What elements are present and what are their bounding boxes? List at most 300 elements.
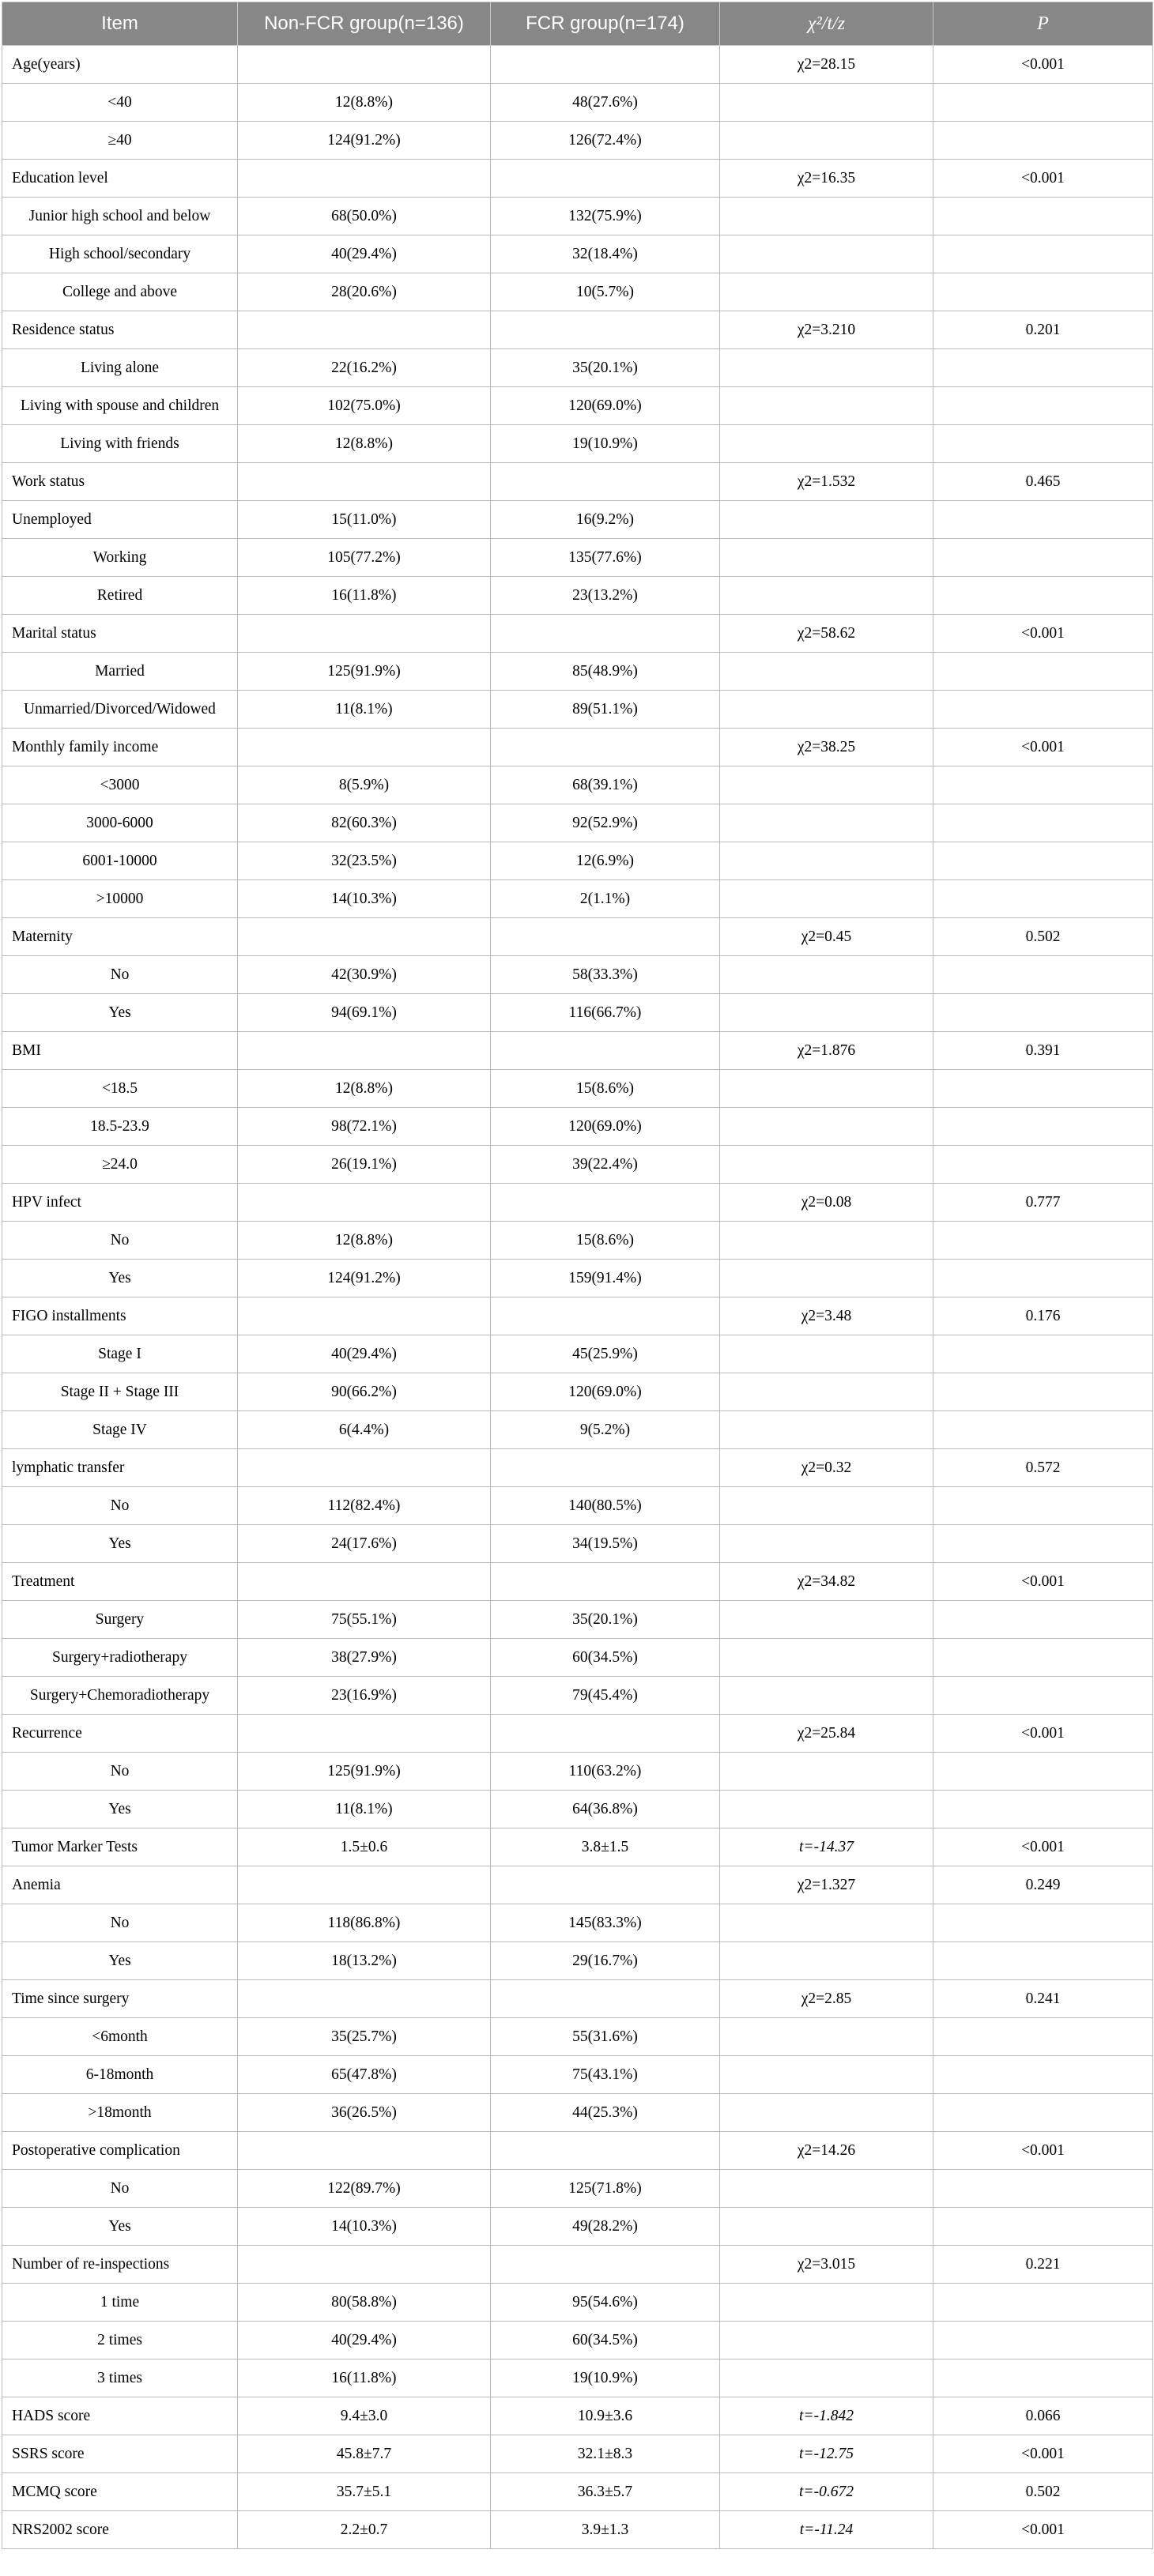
cell-p xyxy=(933,349,1153,387)
cell-item: 3000-6000 xyxy=(2,804,238,842)
cell-item: Marital status xyxy=(2,615,238,653)
cell-stat: χ2=3.210 xyxy=(720,311,933,349)
cell-non-fcr: 65(47.8%) xyxy=(238,2056,491,2094)
header-row xyxy=(2,2,1153,46)
cell-fcr: 9(5.2%) xyxy=(491,1411,720,1449)
cell-item: NRS2002 score xyxy=(2,2511,238,2549)
cell-stat xyxy=(720,2284,933,2322)
cell-p xyxy=(933,804,1153,842)
cell-item: Tumor Marker Tests xyxy=(2,1828,238,1866)
table-row xyxy=(2,2511,1153,2549)
cell-stat: t=-11.24 xyxy=(720,2511,933,2549)
cell-item: Time since surgery xyxy=(2,1980,238,2018)
table-row xyxy=(2,2473,1153,2511)
cell-stat xyxy=(720,1146,933,1184)
cell-stat xyxy=(720,1411,933,1449)
cell-fcr: 58(33.3%) xyxy=(491,956,720,994)
table-row xyxy=(2,1373,1153,1411)
cell-fcr xyxy=(491,1980,720,2018)
cell-p xyxy=(933,956,1153,994)
cell-item: No xyxy=(2,956,238,994)
cell-p: <0.001 xyxy=(933,1563,1153,1601)
cell-non-fcr xyxy=(238,1184,491,1222)
table-row xyxy=(2,501,1153,539)
table-row xyxy=(2,1866,1153,1904)
cell-item: Unemployed xyxy=(2,501,238,539)
cell-fcr xyxy=(491,615,720,653)
cell-fcr: 12(6.9%) xyxy=(491,842,720,880)
table-row xyxy=(2,2170,1153,2208)
table-row xyxy=(2,1942,1153,1980)
cell-non-fcr: 14(10.3%) xyxy=(238,880,491,918)
cell-stat xyxy=(720,501,933,539)
cell-p xyxy=(933,653,1153,691)
cell-p: 0.249 xyxy=(933,1866,1153,1904)
cell-non-fcr: 112(82.4%) xyxy=(238,1487,491,1525)
cell-item: High school/secondary xyxy=(2,235,238,273)
table-row xyxy=(2,1184,1153,1222)
cell-stat xyxy=(720,1525,933,1563)
cell-p xyxy=(933,84,1153,122)
cell-item: Living with spouse and children xyxy=(2,387,238,425)
table-row xyxy=(2,956,1153,994)
cell-stat xyxy=(720,122,933,160)
cell-non-fcr: 105(77.2%) xyxy=(238,539,491,577)
cell-p: 0.777 xyxy=(933,1184,1153,1222)
table-row xyxy=(2,994,1153,1032)
cell-item: No xyxy=(2,1753,238,1791)
cell-non-fcr: 124(91.2%) xyxy=(238,122,491,160)
cell-fcr: 120(69.0%) xyxy=(491,1373,720,1411)
table-header xyxy=(2,2,1153,46)
cell-p xyxy=(933,425,1153,463)
table-row xyxy=(2,122,1153,160)
cell-p xyxy=(933,1639,1153,1677)
cell-non-fcr: 22(16.2%) xyxy=(238,349,491,387)
cell-fcr: 92(52.9%) xyxy=(491,804,720,842)
cell-p xyxy=(933,1525,1153,1563)
cell-p: 0.066 xyxy=(933,2397,1153,2435)
table-row xyxy=(2,615,1153,653)
cell-stat xyxy=(720,387,933,425)
cell-p: <0.001 xyxy=(933,2511,1153,2549)
cell-item: Monthly family income xyxy=(2,729,238,766)
table-row xyxy=(2,1828,1153,1866)
cell-item: Stage II + Stage III xyxy=(2,1373,238,1411)
cell-fcr: 110(63.2%) xyxy=(491,1753,720,1791)
cell-non-fcr: 8(5.9%) xyxy=(238,766,491,804)
cell-non-fcr xyxy=(238,729,491,766)
cell-non-fcr: 125(91.9%) xyxy=(238,653,491,691)
cell-fcr xyxy=(491,1563,720,1601)
table-row xyxy=(2,653,1153,691)
cell-item: Surgery+radiotherapy xyxy=(2,1639,238,1677)
cell-item: Recurrence xyxy=(2,1715,238,1753)
cell-stat xyxy=(720,198,933,235)
cell-fcr: 79(45.4%) xyxy=(491,1677,720,1715)
table-row xyxy=(2,463,1153,501)
cell-non-fcr: 32(23.5%) xyxy=(238,842,491,880)
cell-non-fcr: 26(19.1%) xyxy=(238,1146,491,1184)
cell-stat xyxy=(720,766,933,804)
cell-item: Stage IV xyxy=(2,1411,238,1449)
table-row xyxy=(2,2284,1153,2322)
header-item: Item xyxy=(2,2,238,46)
cell-fcr: 132(75.9%) xyxy=(491,198,720,235)
cell-stat xyxy=(720,2056,933,2094)
table-row xyxy=(2,2397,1153,2435)
table-row xyxy=(2,1146,1153,1184)
cell-stat xyxy=(720,2322,933,2359)
cell-item: Working xyxy=(2,539,238,577)
cell-p: 0.572 xyxy=(933,1449,1153,1487)
cell-non-fcr: 68(50.0%) xyxy=(238,198,491,235)
cell-item: Residence status xyxy=(2,311,238,349)
cell-item: Yes xyxy=(2,1260,238,1297)
cell-item: Age(years) xyxy=(2,46,238,84)
header-non-fcr: Non-FCR group(n=136) xyxy=(238,2,491,46)
cell-item: BMI xyxy=(2,1032,238,1070)
cell-fcr: 68(39.1%) xyxy=(491,766,720,804)
cell-fcr: 35(20.1%) xyxy=(491,349,720,387)
table-row xyxy=(2,1791,1153,1828)
cell-item: 2 times xyxy=(2,2322,238,2359)
cell-stat xyxy=(720,273,933,311)
cell-item: 18.5-23.9 xyxy=(2,1108,238,1146)
cell-item: College and above xyxy=(2,273,238,311)
cell-non-fcr: 2.2±0.7 xyxy=(238,2511,491,2549)
cell-p: 0.201 xyxy=(933,311,1153,349)
cell-p: 0.391 xyxy=(933,1032,1153,1070)
cell-fcr: 10.9±3.6 xyxy=(491,2397,720,2435)
cell-stat: χ2=3.48 xyxy=(720,1297,933,1335)
cell-non-fcr: 42(30.9%) xyxy=(238,956,491,994)
cell-stat xyxy=(720,2094,933,2132)
cell-fcr xyxy=(491,2132,720,2170)
cell-fcr: 120(69.0%) xyxy=(491,1108,720,1146)
cell-fcr: 60(34.5%) xyxy=(491,2322,720,2359)
cell-non-fcr: 11(8.1%) xyxy=(238,691,491,729)
cell-fcr: 32.1±8.3 xyxy=(491,2435,720,2473)
cell-p xyxy=(933,766,1153,804)
cell-p xyxy=(933,880,1153,918)
cell-p xyxy=(933,387,1153,425)
cell-fcr: 2(1.1%) xyxy=(491,880,720,918)
cell-non-fcr: 18(13.2%) xyxy=(238,1942,491,1980)
table-row xyxy=(2,729,1153,766)
cell-stat xyxy=(720,1487,933,1525)
table-row xyxy=(2,918,1153,956)
cell-p xyxy=(933,577,1153,615)
cell-fcr: 19(10.9%) xyxy=(491,425,720,463)
cell-stat xyxy=(720,1260,933,1297)
cell-item: Yes xyxy=(2,1791,238,1828)
cell-non-fcr: 12(8.8%) xyxy=(238,425,491,463)
table-row xyxy=(2,273,1153,311)
cell-p xyxy=(933,122,1153,160)
cell-p: <0.001 xyxy=(933,1828,1153,1866)
cell-non-fcr xyxy=(238,1449,491,1487)
table-row xyxy=(2,1525,1153,1563)
cell-fcr: 44(25.3%) xyxy=(491,2094,720,2132)
cell-stat xyxy=(720,1791,933,1828)
cell-item: Yes xyxy=(2,1525,238,1563)
cell-non-fcr: 11(8.1%) xyxy=(238,1791,491,1828)
cell-fcr: 36.3±5.7 xyxy=(491,2473,720,2511)
cell-stat xyxy=(720,956,933,994)
cell-item: SSRS score xyxy=(2,2435,238,2473)
cell-item: Living with friends xyxy=(2,425,238,463)
cell-item: ≥40 xyxy=(2,122,238,160)
cell-fcr: 95(54.6%) xyxy=(491,2284,720,2322)
table-container xyxy=(2,2,1152,2549)
cell-fcr xyxy=(491,1032,720,1070)
cell-stat: χ2=0.08 xyxy=(720,1184,933,1222)
cell-non-fcr xyxy=(238,918,491,956)
table-row xyxy=(2,2208,1153,2246)
cell-item: Yes xyxy=(2,1942,238,1980)
cell-p xyxy=(933,1108,1153,1146)
cell-non-fcr xyxy=(238,1866,491,1904)
table-row xyxy=(2,1297,1153,1335)
cell-p xyxy=(933,539,1153,577)
cell-p xyxy=(933,2056,1153,2094)
table-row xyxy=(2,425,1153,463)
cell-stat xyxy=(720,691,933,729)
table-row xyxy=(2,1487,1153,1525)
cell-fcr: 116(66.7%) xyxy=(491,994,720,1032)
cell-stat xyxy=(720,425,933,463)
cell-non-fcr: 6(4.4%) xyxy=(238,1411,491,1449)
cell-non-fcr: 102(75.0%) xyxy=(238,387,491,425)
cell-item: Junior high school and below xyxy=(2,198,238,235)
cell-item: Number of re-inspections xyxy=(2,2246,238,2284)
cell-fcr xyxy=(491,463,720,501)
cell-fcr: 140(80.5%) xyxy=(491,1487,720,1525)
cell-fcr: 135(77.6%) xyxy=(491,539,720,577)
table-row xyxy=(2,1639,1153,1677)
cell-stat xyxy=(720,577,933,615)
cell-non-fcr: 80(58.8%) xyxy=(238,2284,491,2322)
cell-non-fcr: 16(11.8%) xyxy=(238,2359,491,2397)
cell-stat xyxy=(720,1070,933,1108)
table-row xyxy=(2,1335,1153,1373)
cell-fcr xyxy=(491,1715,720,1753)
table-row xyxy=(2,311,1153,349)
cell-stat: χ2=14.26 xyxy=(720,2132,933,2170)
cell-item: HADS score xyxy=(2,2397,238,2435)
cell-p: <0.001 xyxy=(933,2435,1153,2473)
cell-stat xyxy=(720,994,933,1032)
cell-p xyxy=(933,1904,1153,1942)
table-row xyxy=(2,2056,1153,2094)
cell-p xyxy=(933,1791,1153,1828)
cell-p: 0.221 xyxy=(933,2246,1153,2284)
cell-fcr: 29(16.7%) xyxy=(491,1942,720,1980)
cell-p xyxy=(933,994,1153,1032)
cell-stat: χ2=0.45 xyxy=(720,918,933,956)
cell-non-fcr: 98(72.1%) xyxy=(238,1108,491,1146)
cell-p xyxy=(933,1146,1153,1184)
table-row xyxy=(2,1070,1153,1108)
table-body xyxy=(2,46,1153,2549)
table-row xyxy=(2,2246,1153,2284)
cell-fcr: 39(22.4%) xyxy=(491,1146,720,1184)
table-row xyxy=(2,1753,1153,1791)
table-row xyxy=(2,1980,1153,2018)
cell-item: ≥24.0 xyxy=(2,1146,238,1184)
data-table xyxy=(2,2,1153,2549)
cell-item: HPV infect xyxy=(2,1184,238,1222)
table-row xyxy=(2,1715,1153,1753)
table-row xyxy=(2,691,1153,729)
cell-fcr: 75(43.1%) xyxy=(491,2056,720,2094)
cell-item: <3000 xyxy=(2,766,238,804)
cell-stat: χ2=0.32 xyxy=(720,1449,933,1487)
table-row xyxy=(2,84,1153,122)
table-row xyxy=(2,1601,1153,1639)
cell-item: lymphatic transfer xyxy=(2,1449,238,1487)
cell-stat: χ2=28.15 xyxy=(720,46,933,84)
cell-fcr xyxy=(491,1184,720,1222)
table-row xyxy=(2,387,1153,425)
cell-stat: χ2=2.85 xyxy=(720,1980,933,2018)
cell-non-fcr: 45.8±7.7 xyxy=(238,2435,491,2473)
cell-stat xyxy=(720,235,933,273)
cell-p xyxy=(933,691,1153,729)
cell-fcr xyxy=(491,311,720,349)
cell-stat: t=-12.75 xyxy=(720,2435,933,2473)
cell-fcr xyxy=(491,1866,720,1904)
cell-fcr: 85(48.9%) xyxy=(491,653,720,691)
cell-non-fcr: 75(55.1%) xyxy=(238,1601,491,1639)
cell-item: MCMQ score xyxy=(2,2473,238,2511)
table-row xyxy=(2,160,1153,198)
cell-stat xyxy=(720,539,933,577)
cell-non-fcr: 94(69.1%) xyxy=(238,994,491,1032)
cell-fcr: 15(8.6%) xyxy=(491,1222,720,1260)
table-row xyxy=(2,2132,1153,2170)
cell-stat xyxy=(720,1753,933,1791)
header-p xyxy=(933,2,1153,46)
cell-fcr: 23(13.2%) xyxy=(491,577,720,615)
cell-fcr: 126(72.4%) xyxy=(491,122,720,160)
cell-p xyxy=(933,1335,1153,1373)
cell-non-fcr xyxy=(238,463,491,501)
cell-p: 0.241 xyxy=(933,1980,1153,2018)
cell-fcr xyxy=(491,1297,720,1335)
cell-stat: χ2=16.35 xyxy=(720,160,933,198)
cell-p: <0.001 xyxy=(933,46,1153,84)
cell-stat: χ2=1.876 xyxy=(720,1032,933,1070)
header-p-label: P xyxy=(1037,13,1049,34)
cell-non-fcr xyxy=(238,2246,491,2284)
cell-non-fcr: 40(29.4%) xyxy=(238,1335,491,1373)
cell-p: 0.502 xyxy=(933,2473,1153,2511)
cell-stat: χ2=3.015 xyxy=(720,2246,933,2284)
cell-fcr: 3.8±1.5 xyxy=(491,1828,720,1866)
cell-fcr: 49(28.2%) xyxy=(491,2208,720,2246)
cell-item: Living alone xyxy=(2,349,238,387)
table-row xyxy=(2,1032,1153,1070)
header-stat-label: χ²/t/z xyxy=(807,13,846,34)
cell-fcr: 3.9±1.3 xyxy=(491,2511,720,2549)
cell-item: Married xyxy=(2,653,238,691)
cell-stat xyxy=(720,842,933,880)
table-row xyxy=(2,880,1153,918)
cell-non-fcr xyxy=(238,2132,491,2170)
cell-fcr: 120(69.0%) xyxy=(491,387,720,425)
cell-item: 3 times xyxy=(2,2359,238,2397)
cell-p xyxy=(933,2284,1153,2322)
cell-non-fcr xyxy=(238,1032,491,1070)
cell-p: <0.001 xyxy=(933,2132,1153,2170)
cell-non-fcr xyxy=(238,1297,491,1335)
cell-fcr: 145(83.3%) xyxy=(491,1904,720,1942)
cell-p: <0.001 xyxy=(933,160,1153,198)
header-fcr: FCR group(n=174) xyxy=(491,2,720,46)
cell-fcr xyxy=(491,1449,720,1487)
cell-p xyxy=(933,198,1153,235)
cell-fcr xyxy=(491,2246,720,2284)
cell-stat: χ2=1.532 xyxy=(720,463,933,501)
cell-non-fcr: 15(11.0%) xyxy=(238,501,491,539)
cell-fcr: 125(71.8%) xyxy=(491,2170,720,2208)
cell-stat xyxy=(720,349,933,387)
cell-non-fcr: 24(17.6%) xyxy=(238,1525,491,1563)
cell-non-fcr xyxy=(238,311,491,349)
cell-p xyxy=(933,1411,1153,1449)
table-row xyxy=(2,1677,1153,1715)
cell-stat xyxy=(720,1677,933,1715)
cell-non-fcr: 125(91.9%) xyxy=(238,1753,491,1791)
table-row xyxy=(2,2359,1153,2397)
cell-item: Postoperative complication xyxy=(2,2132,238,2170)
cell-item: Maternity xyxy=(2,918,238,956)
table-row xyxy=(2,1260,1153,1297)
cell-item: Unmarried/Divorced/Widowed xyxy=(2,691,238,729)
cell-p xyxy=(933,1601,1153,1639)
cell-item: Treatment xyxy=(2,1563,238,1601)
cell-p xyxy=(933,273,1153,311)
cell-non-fcr: 16(11.8%) xyxy=(238,577,491,615)
cell-non-fcr xyxy=(238,46,491,84)
cell-p xyxy=(933,1487,1153,1525)
cell-p xyxy=(933,2018,1153,2056)
cell-non-fcr: 23(16.9%) xyxy=(238,1677,491,1715)
cell-non-fcr: 38(27.9%) xyxy=(238,1639,491,1677)
cell-item: Anemia xyxy=(2,1866,238,1904)
cell-item: Yes xyxy=(2,994,238,1032)
table-row xyxy=(2,1222,1153,1260)
cell-stat xyxy=(720,1108,933,1146)
cell-non-fcr xyxy=(238,1980,491,2018)
cell-item: Work status xyxy=(2,463,238,501)
cell-non-fcr xyxy=(238,615,491,653)
cell-p xyxy=(933,1070,1153,1108)
table-row xyxy=(2,2322,1153,2359)
cell-non-fcr: 12(8.8%) xyxy=(238,1222,491,1260)
cell-stat xyxy=(720,2359,933,2397)
cell-stat xyxy=(720,2208,933,2246)
cell-fcr xyxy=(491,729,720,766)
table-row xyxy=(2,766,1153,804)
cell-stat xyxy=(720,1335,933,1373)
cell-fcr: 89(51.1%) xyxy=(491,691,720,729)
cell-stat: t=-0.672 xyxy=(720,2473,933,2511)
cell-p: <0.001 xyxy=(933,729,1153,766)
cell-item: <18.5 xyxy=(2,1070,238,1108)
